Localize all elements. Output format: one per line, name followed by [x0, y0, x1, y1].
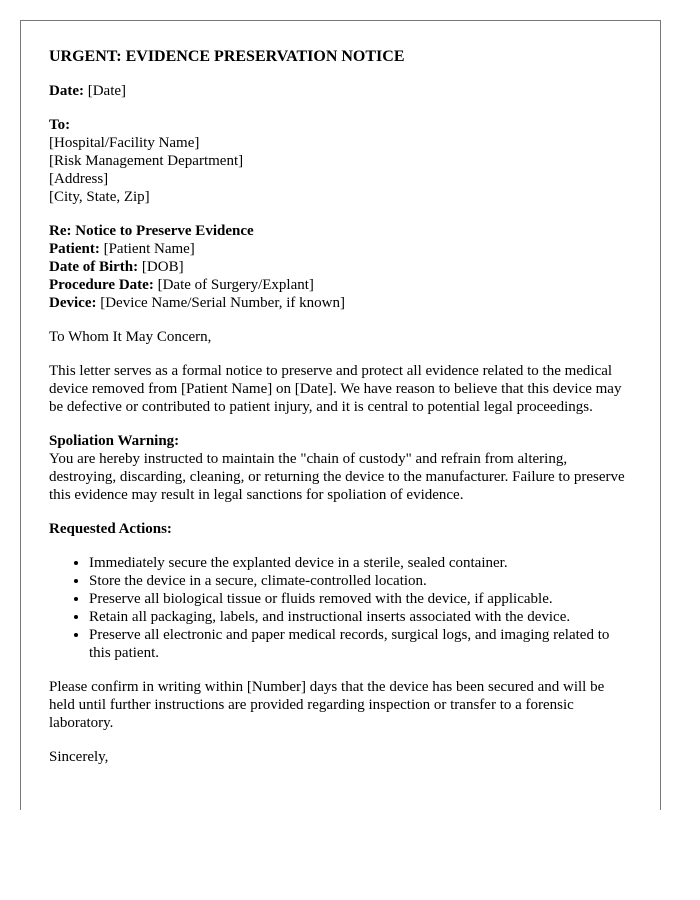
letter-content [49, 47, 633, 782]
spoliation-section [49, 432, 633, 504]
re-heading: Re: Notice to Preserve Evidence [49, 223, 254, 239]
patient-label: Patient: [49, 241, 100, 257]
requested-actions-list [49, 554, 633, 662]
intro-paragraph: This letter serves as a formal notice to preserve and protect all evidence related to the medical device removed from [Patient Name] on [Date]. We have reason to believe that this device may be defective or contributed to patient injury, and it is central to potential legal proceedings. [49, 363, 622, 415]
list-item: • Preserve all biological tissue or fluids removed with the device, if applicable. [89, 590, 633, 608]
date-line [49, 82, 633, 100]
patient-line [49, 240, 633, 258]
procedure-date-label: Procedure Date: [49, 277, 154, 293]
notice-title: URGENT: EVIDENCE PRESERVATION NOTICE [49, 48, 405, 65]
recipient-facility: [Hospital/Facility Name] [49, 135, 200, 151]
recipient-address: [Address] [49, 171, 109, 187]
list-item: • Immediately secure the explanted device in a sterile, sealed container. [89, 554, 633, 572]
list-item: • Retain all packaging, labels, and instructional inserts associated with the device. [89, 608, 633, 626]
letter-page [20, 20, 661, 810]
closing-paragraph: Please confirm in writing within [Number] days that the device has been secured and will be held until further instructions are provided regarding inspection or transfer to a forensic laboratory. [49, 679, 605, 731]
re-block [49, 222, 633, 312]
requested-actions-label: Requested Actions: [49, 521, 172, 537]
device-line [49, 294, 633, 312]
to-label: To: [49, 117, 71, 133]
recipient-block [49, 116, 633, 206]
procedure-date-value: [Date of Surgery/Explant] [157, 277, 314, 293]
recipient-city-state-zip: [City, State, Zip] [49, 189, 150, 205]
device-label: Device: [49, 295, 97, 311]
spoliation-text: You are hereby instructed to maintain the "chain of custody" and refrain from altering, destroying, discarding, cleaning, or returning the device to the manufacturer. Failure to preserve this evidence may result in legal sanctions for spoliation of evidence. [49, 451, 625, 503]
date-label: Date: [49, 83, 84, 99]
dob-value: [DOB] [141, 259, 184, 275]
recipient-department: [Risk Management Department] [49, 153, 244, 169]
list-item: • Preserve all electronic and paper medical records, surgical logs, and imaging related to this patient. [89, 626, 633, 662]
procedure-date-line [49, 276, 633, 294]
dob-line [49, 258, 633, 276]
patient-value: [Patient Name] [103, 241, 195, 257]
list-item: • Store the device in a secure, climate-controlled location. [89, 572, 633, 590]
requested-actions-heading [49, 520, 633, 538]
signoff: Sincerely, [49, 749, 109, 765]
dob-label: Date of Birth: [49, 259, 139, 275]
device-value: [Device Name/Serial Number, if known] [100, 295, 345, 311]
date-value: [Date] [87, 83, 127, 99]
spoliation-heading: Spoliation Warning: [49, 433, 180, 449]
salutation: To Whom It May Concern, [49, 329, 212, 345]
